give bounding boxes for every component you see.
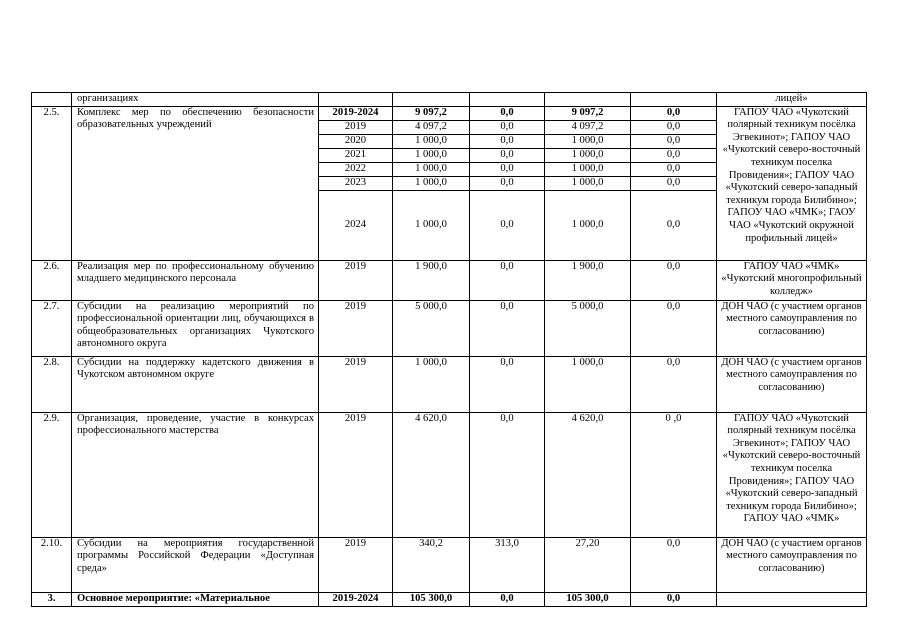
responsible: ГАПОУ ЧАО «ЧМК» «Чукотский многопрофильный колледж» (717, 260, 867, 300)
activity-name: Основное мероприятие: «Материальное (72, 592, 319, 606)
activity-name: организациях (72, 93, 319, 107)
year: 2024 (319, 190, 393, 260)
total-amount: 1 000,0 (393, 134, 470, 148)
local-amount: 0,0 (631, 162, 717, 176)
federal-amount: 0,0 (470, 162, 545, 176)
local-amount: 0,0 (631, 592, 717, 606)
year: 2023 (319, 176, 393, 190)
total-amount: 1 000,0 (393, 148, 470, 162)
okrug-amount: 1 000,0 (545, 162, 631, 176)
table-row (32, 356, 867, 412)
local-amount: 0,0 (631, 260, 717, 300)
table-row (32, 412, 867, 537)
year: 2020 (319, 134, 393, 148)
total-amount: 5 000,0 (393, 300, 470, 356)
local-amount: 0,0 (631, 190, 717, 260)
local-amount: 0,0 (631, 106, 717, 120)
local-amount: 0,0 (631, 134, 717, 148)
row-number: 2.7. (32, 300, 72, 356)
program-activities-table (31, 92, 867, 607)
local-amount: 0,0 (631, 537, 717, 592)
period: 2019-2024 (319, 106, 393, 120)
federal-amount: 0,0 (470, 176, 545, 190)
year: 2021 (319, 148, 393, 162)
federal-amount: 0,0 (470, 412, 545, 537)
okrug-amount: 1 000,0 (545, 190, 631, 260)
activity-name: Реализация мер по профессиональному обучению младшего медицинского персонала (72, 260, 319, 300)
federal-amount: 0,0 (470, 260, 545, 300)
okrug-amount: 1 000,0 (545, 134, 631, 148)
responsible: ГАПОУ ЧАО «Чукотский полярный техникум посёлка Эгвекинот»; ГАПОУ ЧАО «Чукотский северо-восточный техникум поселка Провидения»; ГАПОУ ЧАО «Чукотский северо-западный техникум города Билибино»; ГАПОУ ЧАО «ЧМК» (717, 412, 867, 537)
row-number (32, 93, 72, 107)
okrug-amount: 4 097,2 (545, 120, 631, 134)
year: 2019 (319, 412, 393, 537)
table-row (32, 300, 867, 356)
total-amount: 4 097,2 (393, 120, 470, 134)
table-row (32, 106, 867, 120)
okrug-amount: 1 900,0 (545, 260, 631, 300)
activity-name: Субсидии на мероприятия государственной программы Российской Федерации «Доступная среда» (72, 537, 319, 592)
federal-amount: 0,0 (470, 356, 545, 412)
responsible: ГАПОУ ЧАО «Чукотский полярный техникум посёлка Эгвекинот»; ГАПОУ ЧАО «Чукотский северо-восточный техникум поселка Провидения»; ГАПОУ ЧАО «Чукотский северо-западный техникум города Билибино»; ГАПОУ ЧАО «ЧМК»; ГАОУ ЧАО «Чукотский окружной профильный лицей» (717, 106, 867, 260)
activity-name: Субсидии на реализацию мероприятий по профессиональной ориентации лиц, обучающихся в общеобразовательных организациях Чукотского автономного округа (72, 300, 319, 356)
responsible: ДОН ЧАО (с участием органов местного самоуправления по согласованию) (717, 537, 867, 592)
year: 2019 (319, 356, 393, 412)
local-amount: 0,0 (631, 148, 717, 162)
responsible: ДОН ЧАО (с участием органов местного самоуправления по согласованию) (717, 300, 867, 356)
activity-name: Комплекс мер по обеспечению безопасности образовательных учреждений (72, 106, 319, 260)
period: 2019-2024 (319, 592, 393, 606)
local-amount: 0,0 (631, 120, 717, 134)
row-number: 2.5. (32, 106, 72, 260)
federal-amount: 0,0 (470, 148, 545, 162)
year: 2019 (319, 537, 393, 592)
federal-amount: 0,0 (470, 134, 545, 148)
responsible (717, 592, 867, 606)
total-amount: 1 900,0 (393, 260, 470, 300)
federal-amount: 0,0 (470, 300, 545, 356)
row-number: 2.9. (32, 412, 72, 537)
okrug-amount: 105 300,0 (545, 592, 631, 606)
local-amount: 0 ,0 (631, 412, 717, 537)
total-amount: 1 000,0 (393, 176, 470, 190)
table-row (32, 260, 867, 300)
okrug-amount: 1 000,0 (545, 356, 631, 412)
row-number: 2.10. (32, 537, 72, 592)
okrug-amount: 1 000,0 (545, 148, 631, 162)
row-number: 2.6. (32, 260, 72, 300)
row-number: 3. (32, 592, 72, 606)
federal-amount: 0,0 (470, 190, 545, 260)
year: 2019 (319, 300, 393, 356)
year: 2019 (319, 260, 393, 300)
okrug-amount: 27,20 (545, 537, 631, 592)
federal-amount: 0,0 (470, 106, 545, 120)
year: 2022 (319, 162, 393, 176)
total-amount: 1 000,0 (393, 162, 470, 176)
activity-name: Организация, проведение, участие в конкурсах профессионального мастерства (72, 412, 319, 537)
table-row (32, 537, 867, 592)
local-amount: 0,0 (631, 300, 717, 356)
total-amount: 340,2 (393, 537, 470, 592)
total-amount: 9 097,2 (393, 106, 470, 120)
total-amount: 1 000,0 (393, 356, 470, 412)
total-amount: 4 620,0 (393, 412, 470, 537)
table-row (32, 93, 867, 107)
federal-amount: 0,0 (470, 120, 545, 134)
responsible: ДОН ЧАО (с участием органов местного самоуправления по согласованию) (717, 356, 867, 412)
local-amount: 0,0 (631, 356, 717, 412)
local-amount: 0,0 (631, 176, 717, 190)
year: 2019 (319, 120, 393, 134)
responsible: лицей» (717, 93, 867, 107)
activity-name: Субсидии на поддержку кадетского движения в Чукотском автономном округе (72, 356, 319, 412)
table-row (32, 592, 867, 606)
total-amount: 105 300,0 (393, 592, 470, 606)
okrug-amount: 1 000,0 (545, 176, 631, 190)
row-number: 2.8. (32, 356, 72, 412)
okrug-amount: 5 000,0 (545, 300, 631, 356)
total-amount: 1 000,0 (393, 190, 470, 260)
okrug-amount: 4 620,0 (545, 412, 631, 537)
okrug-amount: 9 097,2 (545, 106, 631, 120)
federal-amount: 0,0 (470, 592, 545, 606)
federal-amount: 313,0 (470, 537, 545, 592)
